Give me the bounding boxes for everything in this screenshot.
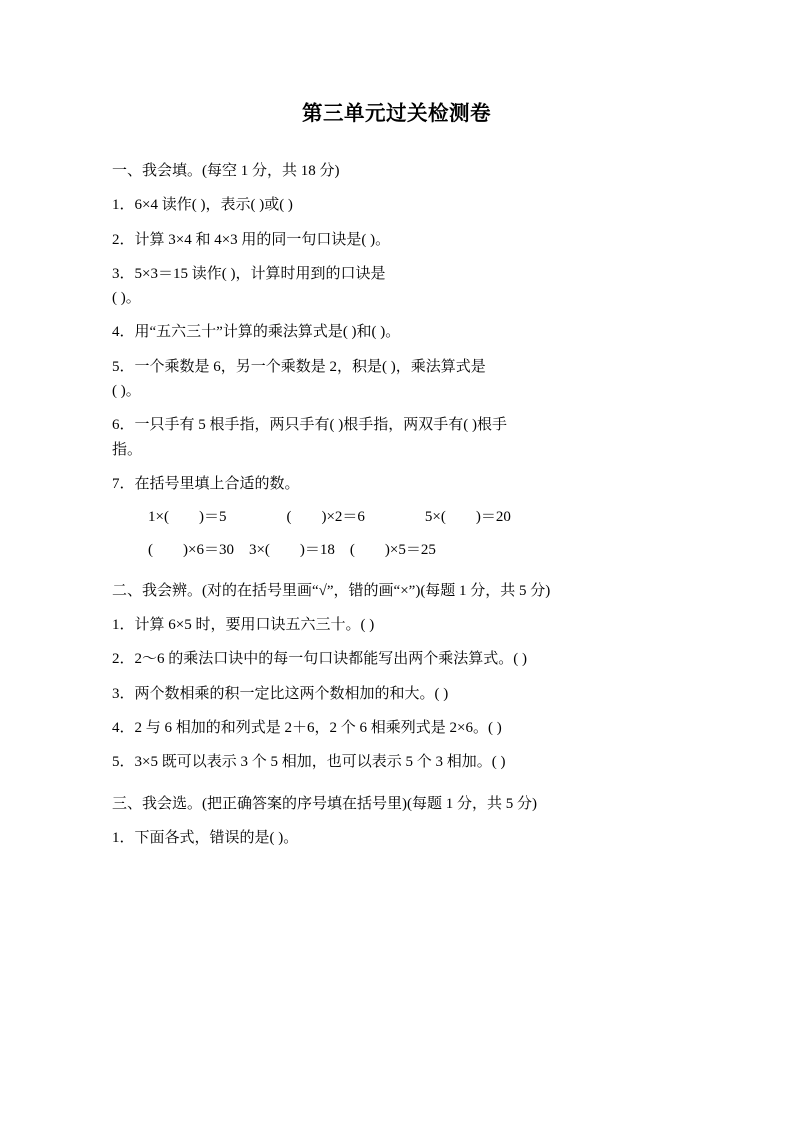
tf-question-1: 1．计算 6×5 时，要用口诀五六三十。( ) (112, 617, 375, 634)
section-multiple-choice (112, 793, 681, 851)
question-3 (112, 262, 681, 311)
question-7-row-2: ( )×6＝30 3×( )＝18 ( )×5＝25 (148, 541, 436, 558)
question-6 (112, 413, 681, 462)
question-7-row-1: 1×( )＝5 ( )×2＝6 5×( )＝20 (148, 509, 511, 526)
section-fill-in-blank (112, 160, 681, 562)
question-4: 4．用“五六三十”计算的乘法算式是( )和( )。 (112, 324, 401, 341)
section-true-false (112, 580, 681, 775)
tf-question-4: 4．2 与 6 相加的和列式是 2＋6，2 个 6 相乘列式是 2×6。( ) (112, 719, 502, 736)
question-5-line-1: 5．一个乘数是 6，另一个乘数是 2，积是( )，乘法算式是 (112, 358, 486, 375)
question-2: 2．计算 3×4 和 4×3 用的同一句口诀是( )。 (112, 231, 391, 248)
question-6-line-2: 指。 (112, 441, 143, 458)
section-heading: 三、我会选。(把正确答案的序号填在括号里)(每题 1 分，共 5 分) (112, 795, 537, 812)
page-title: 第三单元过关检测卷 (302, 101, 491, 125)
question-6-line-1: 6．一只手有 5 根手指，两只手有( )根手指，两双手有( )根手 (112, 417, 507, 434)
mc-question-1: 1．下面各式，错误的是( )。 (112, 829, 299, 846)
question-3-line-1: 3．5×3＝15 读作( )，计算时用到的口诀是 (112, 265, 386, 282)
tf-question-2: 2．2～6 的乘法口诀中的每一句口诀都能写出两个乘法算式。( ) (112, 651, 527, 668)
section-heading: 二、我会辨。(对的在括号里画“√”，错的画“×”)(每题 1 分，共 5 分) (112, 582, 551, 599)
question-5-line-2: ( )。 (112, 383, 141, 400)
question-7: 7．在括号里填上合适的数。 (112, 475, 300, 492)
tf-question-5: 5．3×5 既可以表示 3 个 5 相加，也可以表示 5 个 3 相加。( ) (112, 754, 506, 771)
question-1: 1．6×4 读作( )，表示( )或( ) (112, 197, 293, 214)
tf-question-3: 3．两个数相乘的积一定比这两个数相加的和大。( ) (112, 685, 449, 702)
section-heading: 一、我会填。(每空 1 分，共 18 分) (112, 163, 340, 179)
question-5 (112, 355, 681, 404)
question-3-line-2: ( )。 (112, 290, 141, 307)
